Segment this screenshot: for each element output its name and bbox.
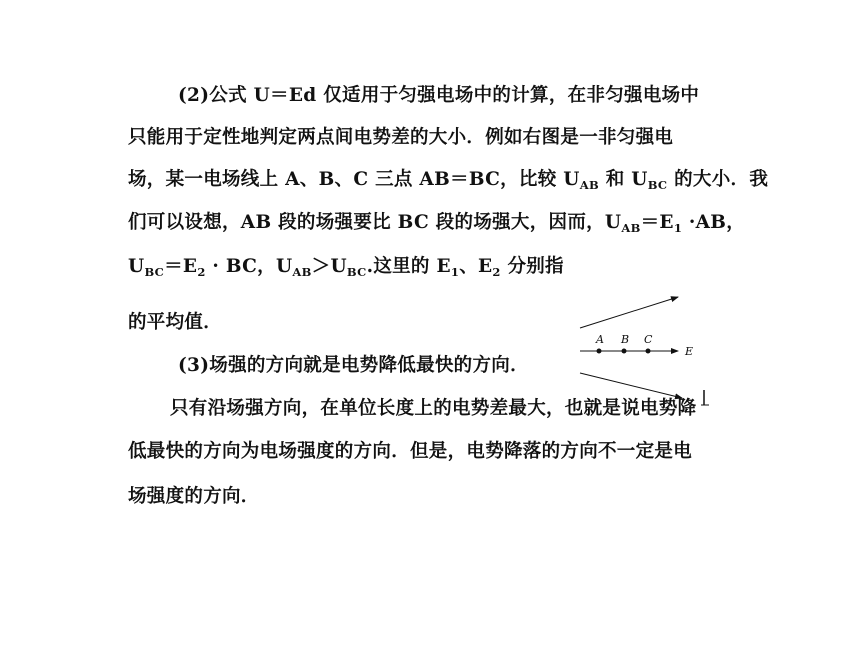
text-line-9: 低最快的方向为电场强度的方向．但是，电势降落的方向不一定是电	[128, 441, 693, 462]
subscript: 2	[197, 265, 206, 279]
subscript: AB	[292, 265, 312, 279]
label-e: E	[685, 345, 694, 358]
subscript: 1	[450, 265, 460, 279]
label-b: B	[621, 333, 630, 346]
text-line-10: 场强度的方向．	[128, 486, 260, 507]
text-line-5	[128, 255, 733, 279]
text-segment: 场，某一电场线上 A、B、C 三点 AB＝BC，比较 U	[128, 169, 580, 190]
text-segment: ＝E	[640, 212, 674, 233]
text-segment: U	[128, 256, 145, 277]
text-cursor-icon	[700, 390, 710, 406]
text-line-6: 的平均值．	[128, 312, 223, 333]
text-segment: 、E	[459, 256, 493, 277]
subscript: AB	[621, 221, 641, 235]
text-segment: 和 U	[598, 169, 648, 190]
text-segment: .这里的 E	[366, 256, 451, 277]
text-line-3	[128, 168, 769, 192]
text-segment: 的大小．我	[667, 169, 769, 190]
subscript: AB	[579, 178, 599, 192]
text-line-1: (2)公式 U＝Ed 仅适用于匀强电场中的计算，在非匀强电场中	[178, 85, 700, 106]
text-segment: 分别指	[500, 256, 564, 277]
subscript: 1	[673, 221, 683, 235]
text-segment: 们可以设想，AB 段的场强要比 BC 段的场强大，因而，U	[128, 212, 622, 233]
field-line-diagram	[570, 288, 720, 413]
text-line-7: (3)场强的方向就是电势降低最快的方向．	[178, 355, 529, 376]
subscript: BC	[144, 265, 165, 279]
subscript: 2	[492, 265, 501, 279]
text-segment: ·AB，	[682, 212, 745, 233]
text-line-8: 只有沿场强方向，在单位长度上的电势差最大，也就是说电势降	[170, 398, 697, 419]
label-a: A	[596, 333, 604, 346]
point-b	[622, 349, 627, 354]
text-segment: · BC，U	[205, 256, 293, 277]
text-segment: ＝E	[164, 256, 198, 277]
text-line-2: 只能用于定性地判定两点间电势差的大小．例如右图是一非匀强电	[128, 127, 674, 148]
upper-field-line	[580, 297, 678, 328]
subscript: BC	[346, 265, 367, 279]
point-c	[646, 349, 651, 354]
text-segment: ＞U	[311, 256, 347, 277]
point-a	[597, 349, 602, 354]
subscript: BC	[647, 178, 668, 192]
label-c: C	[644, 333, 653, 346]
lower-field-line	[580, 373, 682, 398]
text-line-4	[128, 211, 745, 235]
